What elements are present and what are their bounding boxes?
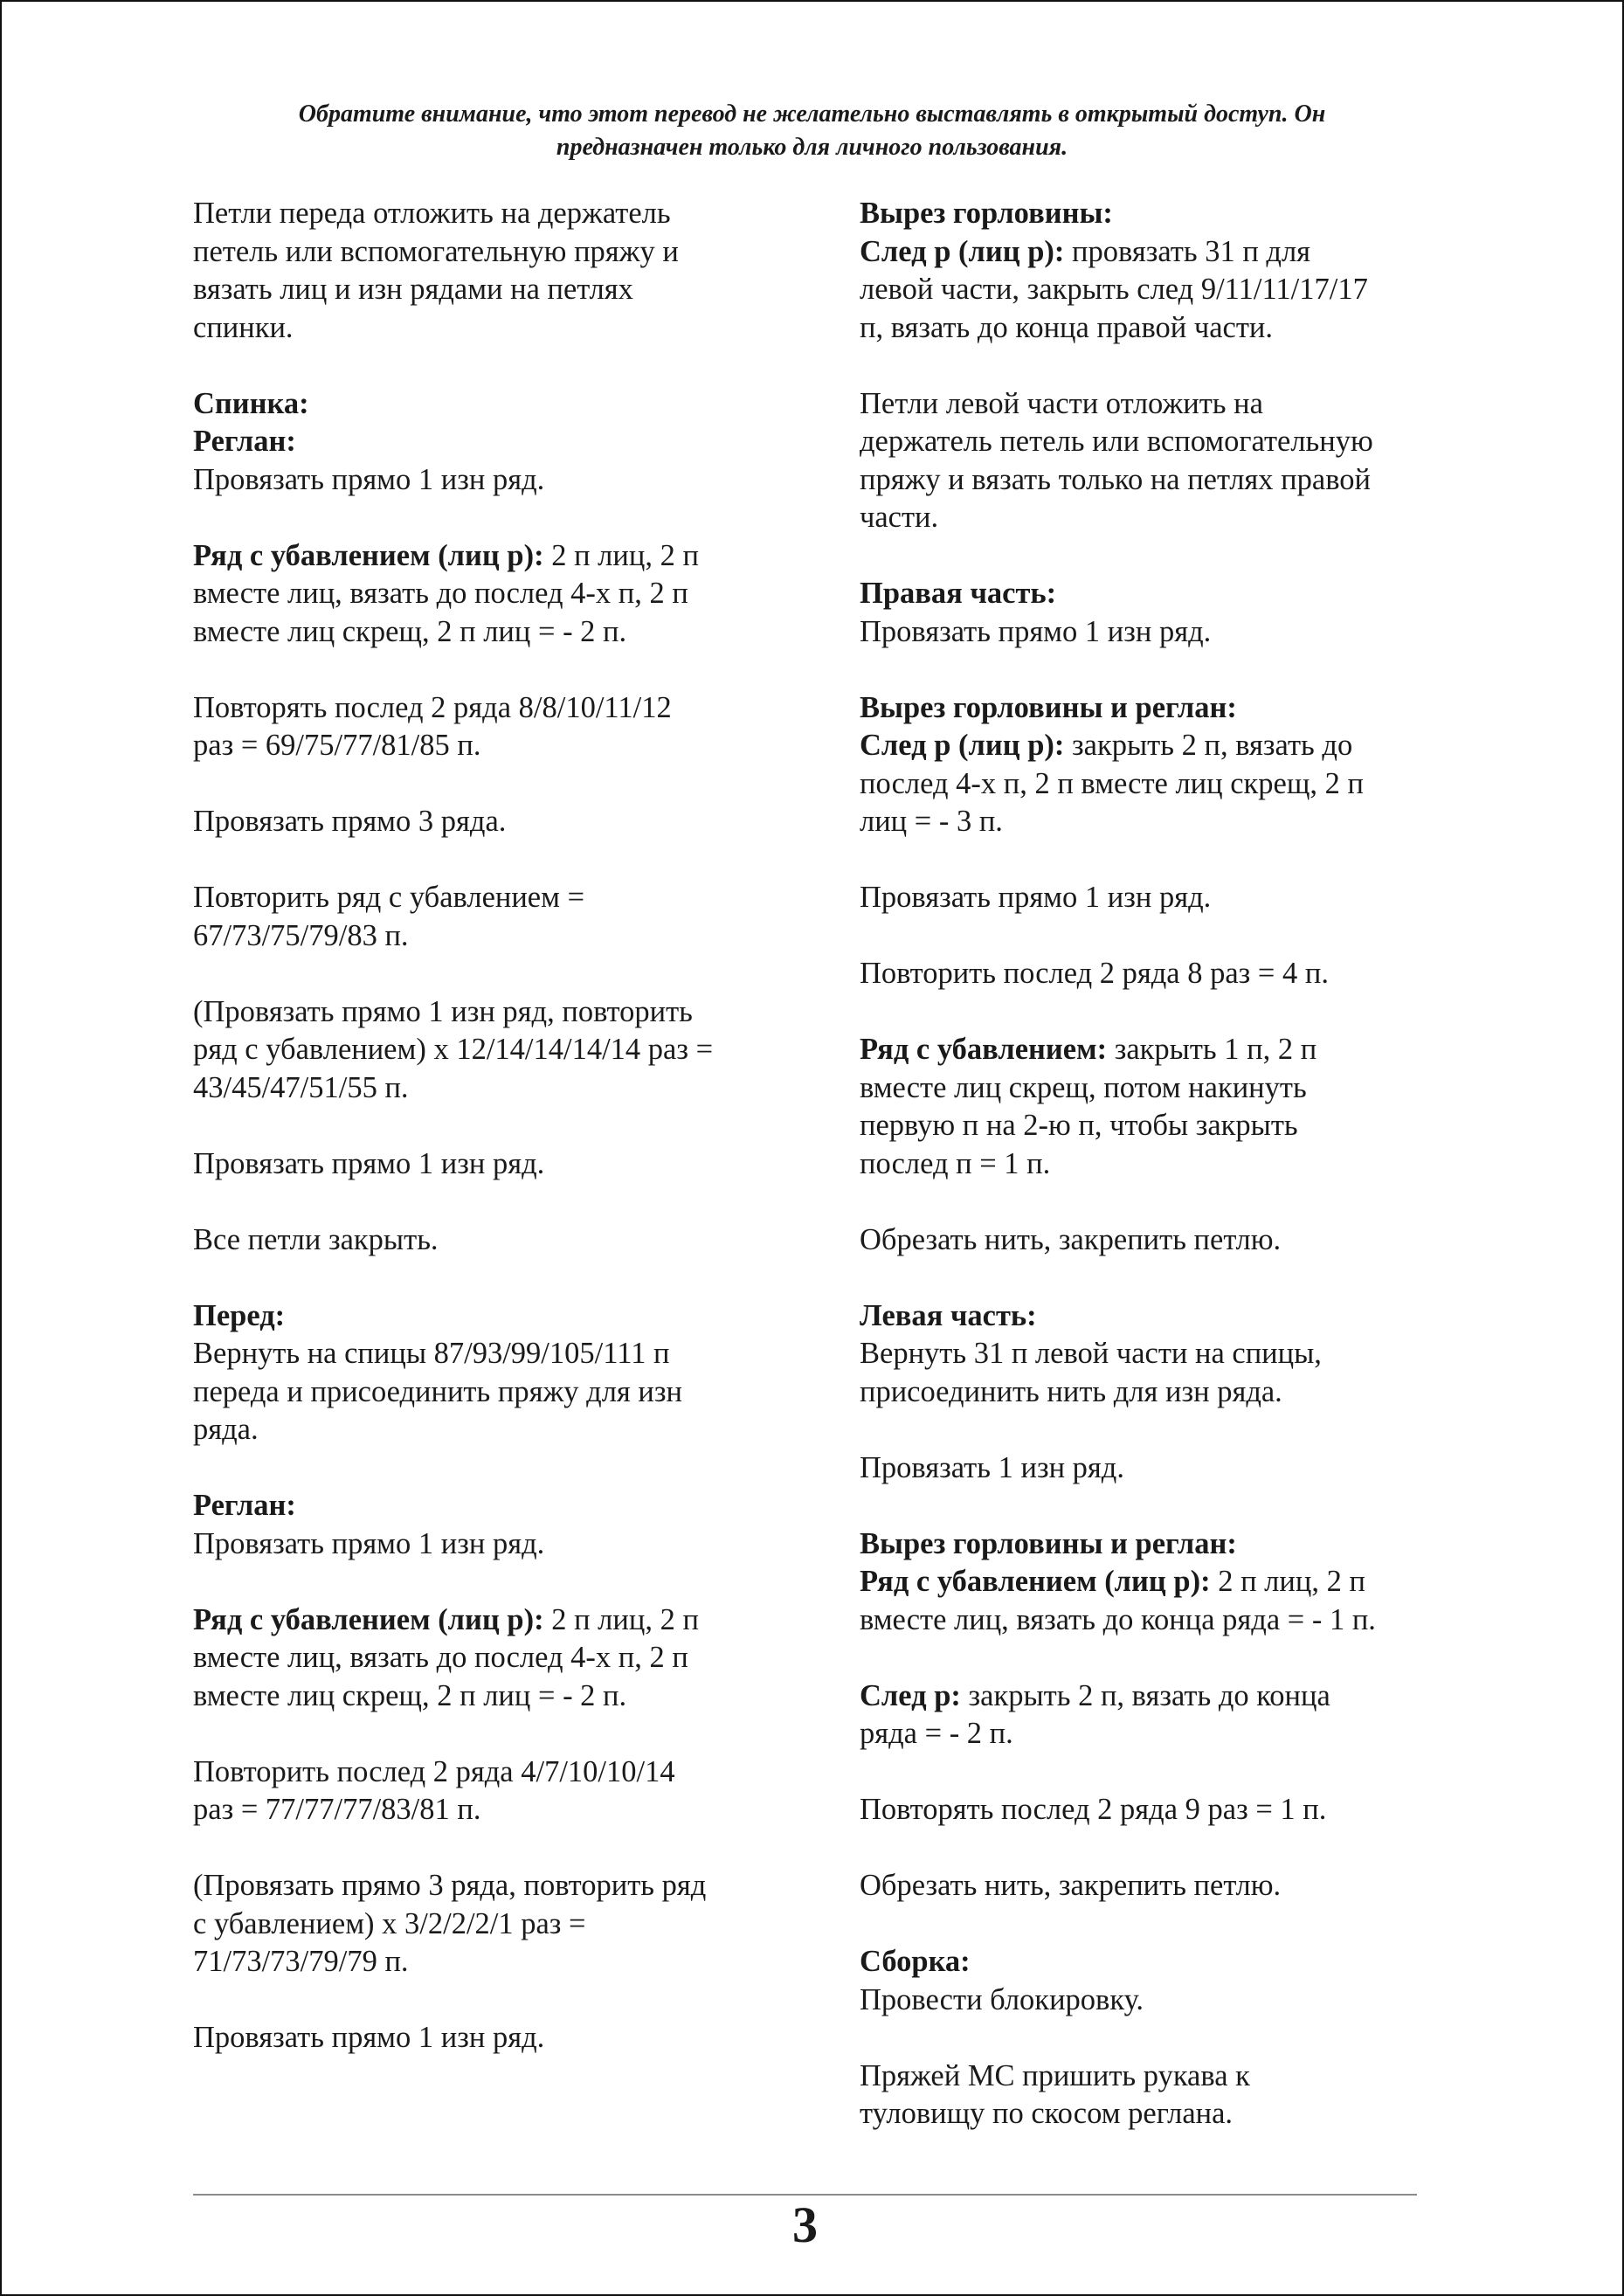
row-lead: След р (лиц р): [860, 234, 1065, 268]
row-lead: Ряд с убавлением (лиц р): [860, 1565, 1211, 1598]
section-heading-front: Перед: [193, 1298, 286, 1332]
paragraph-sew-sleeves: Пряжей МС пришить рукава к туловищу по скосом реглана. [860, 2058, 1250, 2130]
paragraph-knit-row: Провязать 1 изн ряд. [860, 1450, 1124, 1484]
paragraph-left-hold: Петли левой части отложить на держатель петель или вспомогательную пряжу и вязать только на петлях правой части. [860, 386, 1373, 534]
right-column [860, 195, 1427, 2171]
paragraph-cut-yarn: Обрезать нить, закрепить петлю. [860, 1869, 1282, 1902]
section-left-part: Левая часть: Вернуть 31 п левой части на спицы, присоединить нить для изн ряда. [860, 1297, 1427, 1412]
section-heading-neck-raglan: Вырез горловины и реглан: [860, 1526, 1237, 1560]
row-lead: Ряд с убавлением: [860, 1033, 1108, 1066]
paragraph-cut-yarn: Обрезать нить, закрепить петлю. [860, 1222, 1282, 1256]
paragraph-decrease-row: Ряд с убавлением (лиц р): 2 п лиц, 2 п вместе лиц, вязать до послед 4-х п, 2 п вместе лиц скрещ, 2 п лиц = - 2 п. [193, 1602, 699, 1712]
paragraph-decrease-row: Ряд с убавлением (лиц р): 2 п лиц, 2 п вместе лиц, вязать до послед 4-х п, 2 п вместе лиц скрещ, 2 п лиц = - 2 п. [193, 538, 699, 648]
row-lead: След р (лиц р): [860, 729, 1065, 762]
section-heading-right-part: Правая часть: [860, 577, 1057, 610]
section-neck-raglan-left: Вырез горловины и реглан: Ряд с убавлением (лиц р): 2 п лиц, 2 п вместе лиц, вязать до конца ряда = - 1 п. [860, 1525, 1427, 1640]
paragraph-repeat-sequence: (Провязать прямо 3 ряда, повторить ряд с убавлением) х 3/2/2/2/1 раз = 71/73/73/79/79 п. [193, 1869, 707, 1978]
paragraph-straight-row: Провязать прямо 1 изн ряд. [193, 2021, 545, 2054]
row-lead: След р: [860, 1678, 961, 1712]
paragraph-bind-off: Все петли закрыть. [193, 1222, 439, 1256]
paragraph-straight-row: Провязать прямо 1 изн ряд. [193, 1146, 545, 1180]
paragraph-repeat: Повторять послед 2 ряда 9 раз = 1 п. [860, 1793, 1327, 1826]
section-right-part: Правая часть: Провязать прямо 1 изн ряд. [860, 575, 1427, 651]
notice-line: Обратите внимание, что этот перевод не желательно выставлять в открытый доступ. Он [298, 100, 1326, 128]
section-back: Спинка: Реглан: Провязать прямо 1 изн ряд. [193, 385, 787, 500]
subheading-raglan: Реглан: [193, 1489, 296, 1522]
section-assembly: Сборка: Провести блокировку. [860, 1943, 1427, 2019]
section-neck-raglan: Вырез горловины и реглан: След р (лиц р): закрыть 2 п, вязать до послед 4-х п, 2 п вместе лиц скрещ, 2 п лиц = - 3 п. [860, 689, 1427, 841]
paragraph-straight-row: Провязать прямо 1 изн ряд. [860, 881, 1212, 914]
subheading-raglan: Реглан: [193, 425, 296, 458]
paragraph-next-row: След р: закрыть 2 п, вязать до конца ряда = - 2 п. [860, 1678, 1330, 1750]
section-heading-neck-raglan: Вырез горловины и реглан: [860, 690, 1237, 724]
paragraph-repeat: Повторить послед 2 ряда 4/7/10/10/14 раз = 77/77/77/83/81 п. [193, 1754, 675, 1826]
section-neckline: Вырез горловины: След р (лиц р): провязать 31 п для левой части, закрыть след 9/11/11/17/17 п, вязать до конца правой части. [860, 195, 1427, 347]
section-front-raglan: Реглан: Провязать прямо 1 изн ряд. [193, 1487, 787, 1563]
section-front: Перед: Вернуть на спицы 87/93/99/105/111 п переда и присоединить пряжу для изн ряда. [193, 1297, 787, 1449]
section-heading-back: Спинка: [193, 386, 309, 420]
page-number: 3 [792, 2196, 818, 2253]
row-lead: Ряд с убавлением (лиц р): [193, 1602, 544, 1636]
section-heading-left-part: Левая часть: [860, 1298, 1037, 1332]
paragraph-repeat: Повторить послед 2 ряда 8 раз = 4 п. [860, 957, 1329, 990]
paragraph-straight-rows: Провязать прямо 3 ряда. [193, 805, 507, 838]
paragraph-front-stitches-hold: Петли переда отложить на держатель петель или вспомогательную пряжу и вязать лиц и изн рядами на петлях спинки. [193, 197, 679, 344]
row-lead: Ряд с убавлением (лиц р): [193, 538, 544, 572]
notice-line: предназначен только для личного пользования. [556, 134, 1068, 161]
section-heading-assembly: Сборка: [860, 1945, 971, 1978]
paragraph-repeat-sequence: (Провязать прямо 1 изн ряд, повторить ряд с убавлением) х 12/14/14/14/14 раз = 43/45/47/51/55 п. [193, 994, 714, 1104]
paragraph-decrease-row: Ряд с убавлением: закрыть 1 п, 2 п вместе лиц скрещ, потом накинуть первую п на 2-ю п, чтобы закрыть послед п = 1 п. [860, 1033, 1317, 1180]
left-column [193, 195, 787, 2095]
paragraph-repeat-decrease: Повторить ряд с убавлением = 67/73/75/79/83 п. [193, 881, 585, 952]
section-heading-neckline: Вырез горловины: [860, 197, 1113, 230]
translation-notice [175, 98, 1449, 164]
paragraph-repeat: Повторять послед 2 ряда 8/8/10/11/12 раз = 69/75/77/81/85 п. [193, 690, 672, 762]
